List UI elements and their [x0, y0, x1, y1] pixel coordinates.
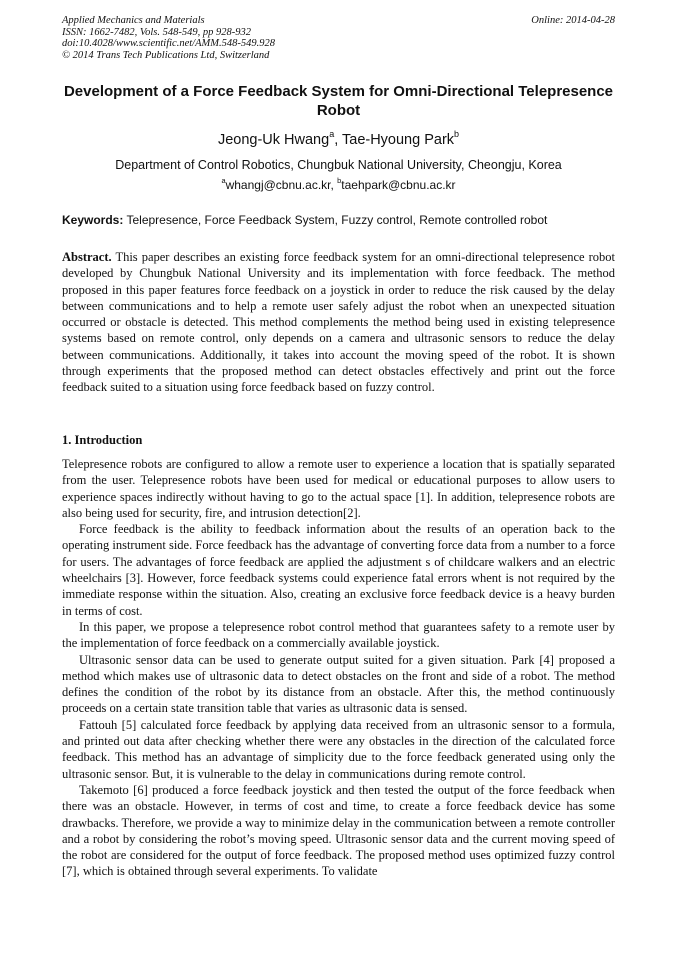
author-email: taehpark@cbnu.ac.kr — [341, 178, 456, 192]
author-email: whangj@cbnu.ac.kr — [225, 178, 331, 192]
paragraph: Telepresence robots are configured to allow a remote user to experience a location that is spatially separated from the user. Telepresence robots have been used for medical or educational purposes to allow users to experience spaces indirectly without having to go to the actual space [1]. In addition, telepresence robots are also being used for security, fire, and intrusion detection[2]. — [62, 457, 615, 520]
email-separator: , — [330, 178, 338, 192]
author-affiliation-mark: b — [454, 128, 460, 139]
journal-issn: ISSN: 1662-7482, Vols. 548-549, pp 928-932 — [62, 26, 251, 38]
keywords-label: Keywords: — [62, 213, 124, 227]
journal-doi: doi:10.4028/www.scientific.net/AMM.548-549.928 — [62, 38, 275, 49]
journal-header — [62, 15, 615, 61]
section-heading: 1. Introduction — [62, 433, 143, 447]
paragraph: Fattouh [5] calculated force feedback by applying data received from an ultrasonic sensor to a formula, and printed out data after checking whether there were any obstacles in the direction of the calculated force feedback. This method has an advantage of simplicity due to the force feedback generated using only the ultrasonic sensor. But, it is vulnerable to the delay in communications during remote control. — [62, 717, 615, 781]
abstract — [62, 249, 615, 396]
paragraph: Takemoto [6] produced a force feedback joystick and then tested the output of the force feedback when there was an obstacle. However, in terms of cost and time, to create a force feedback device has some drawbacks. Therefore, we provide a way to minimize delay in the communication between a remote controller and a robot by considering the robot’s moving speed. Ultrasonic sensor data and the current moving speed of the robot are considered for the output of force feedback. The proposed method uses optimized fuzzy control [7], which is obtained through several experiments. To validate — [62, 782, 615, 879]
paragraph: Force feedback is the ability to feedback information about the results of an operation back to the operating instrument side. Force feedback has the advantage of converting force data from a number to a force for users. The advantages of force feedback are applied the adjustment s of childcare walkers and an electric wheelchairs [3]. However, force feedback systems could experience fatal errors whent is not required by the immediate response within the situation. Also, creating an exclusive force feedback device is a heavy burden in terms of cost. — [62, 522, 615, 618]
journal-name: Applied Mechanics and Materials — [62, 15, 205, 26]
email-mark: b — [337, 175, 342, 185]
keywords-text: Telepresence, Force Feedback System, Fuzzy control, Remote controlled robot — [123, 213, 548, 227]
author-separator: , — [334, 132, 342, 148]
author-name: Jeong-Uk Hwang — [217, 132, 330, 148]
journal-copyright: © 2014 Trans Tech Publications Ltd, Switzerland — [62, 49, 270, 61]
keywords — [62, 212, 615, 228]
author-affiliation-mark: a — [329, 128, 335, 139]
author-list — [62, 128, 615, 149]
paragraph: Ultrasonic sensor data can be used to generate output suited for a given situation. Park [4] proposed a method which makes use of ultrasonic data to detect obstacles on the front and side of a robot. The method defines the condition of the robot by its distance from an obstacle. After this, the method continuously proceeds on a certain state transition table that varies as ultrasonic data is sensed. — [62, 652, 615, 716]
author-emails — [62, 177, 615, 193]
paragraph: In this paper, we propose a telepresence robot control method that guarantees safety to a remote user by the implementation of force feedback on a commercially available joystick. — [62, 619, 615, 651]
author-affiliation: Department of Control Robotics, Chungbuk National University, Cheongju, Korea — [115, 158, 562, 172]
email-mark: a — [221, 175, 226, 185]
author-name: Tae-Hyoung Park — [342, 132, 455, 148]
online-date: Online: 2014-04-28 — [531, 15, 615, 26]
abstract-text: This paper describes an existing force feedback system for an omni-directional telepresence robot developed by Chungbuk National University and its implementation with force feedback. The method proposed in this paper features force feedback on a joystick in order to reduce the risk caused by the delay between communications and to help a remote user safely adjust the robot when an unexpected situation occurred or obstacle is detected. This method complements the method being used in existing telepresence systems based on remote control, only depends on a camera and ultrasonic sensors to reduce the delay between communications. Additionally, it takes into account the moving speed of the robot. It is shown through experiments that the proposed method can detect obstacles effectively and print out the force feedback suited to a situation using force feedback based on fuzzy control. — [62, 250, 615, 395]
section-body — [62, 456, 615, 880]
paper-title: Development of a Force Feedback System for Omni-Directional Telepresence Robot — [63, 83, 614, 119]
abstract-label: Abstract. — [62, 250, 112, 264]
